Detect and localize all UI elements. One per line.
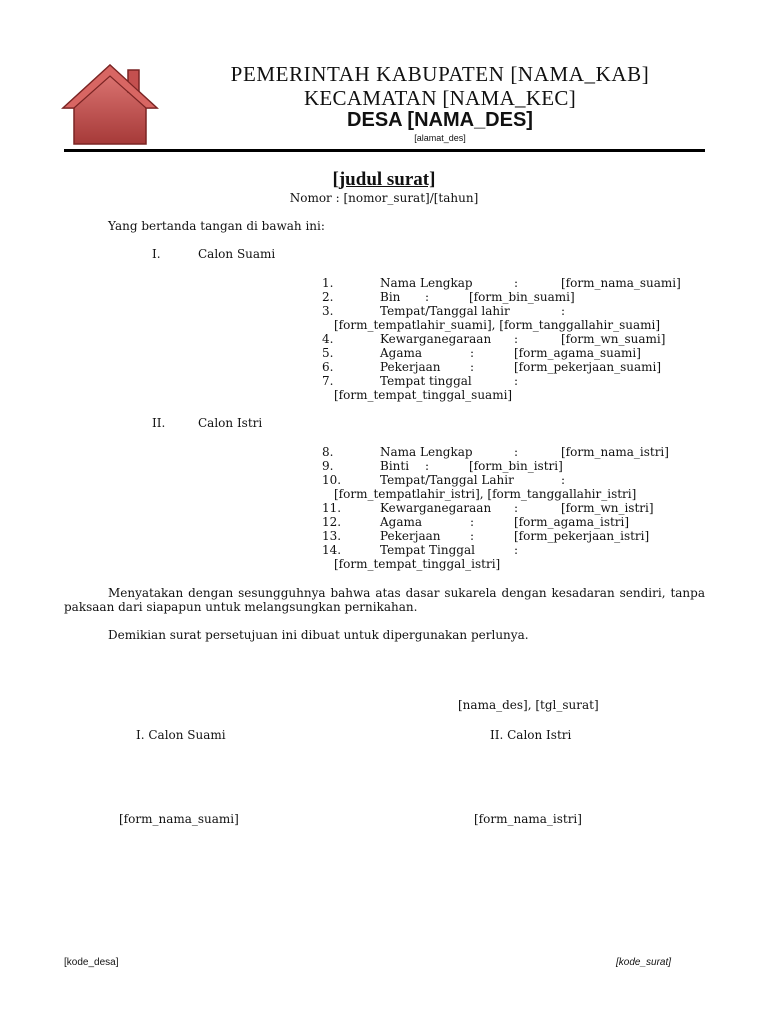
field-6-label: Pekerjaan <box>380 360 441 374</box>
field-3-label: Tempat/Tanggal lahir <box>380 304 510 318</box>
field-11-colon: : <box>514 501 519 515</box>
header-district: KECAMATAN [NAMA_KEC] <box>303 86 577 110</box>
footer-village-code: [kode_desa] <box>64 957 119 968</box>
field-2-number: 2. <box>322 290 334 304</box>
field-11-label: Kewarganegaraan <box>380 501 492 515</box>
field-11-value: [form_wn_istri] <box>561 501 654 515</box>
field-14-number: 14. <box>322 543 342 557</box>
field-11-number: 11. <box>322 501 342 515</box>
field-10-value: [form_tempatlahir_istri], [form_tanggallahir_istri] <box>334 487 637 501</box>
letter-number: Nomor : [nomor_surat]/[tahun] <box>289 191 479 205</box>
field-12-label: Agama <box>380 515 423 529</box>
field-4-label: Kewarganegaraan <box>380 332 492 346</box>
field-13-number: 13. <box>322 529 342 543</box>
field-14-colon: : <box>514 543 519 557</box>
header-village: DESA [NAMA_DES] <box>347 109 533 131</box>
field-6-number: 6. <box>322 360 334 374</box>
field-2-label: Bin <box>380 290 401 304</box>
field-8-label: Nama Lengkap <box>380 445 473 459</box>
field-4-value: [form_wn_suami] <box>561 332 666 346</box>
field-3-number: 3. <box>322 304 334 318</box>
field-7-number: 7. <box>322 374 334 388</box>
header-divider <box>64 149 705 152</box>
field-1-label: Nama Lengkap <box>380 276 473 290</box>
footer-letter-code: [kode_surat] <box>616 957 672 968</box>
field-10-label: Tempat/Tanggal Lahir <box>380 473 514 487</box>
field-1-value: [form_nama_suami] <box>561 276 681 290</box>
field-8-value: [form_nama_istri] <box>561 445 669 459</box>
header-address: [alamat_des] <box>414 133 466 143</box>
section-2-number: II. <box>152 416 166 430</box>
field-3-value: [form_tempatlahir_suami], [form_tanggallahir_suami] <box>334 318 661 332</box>
field-1-colon: : <box>514 276 519 290</box>
section-1-label: Calon Suami <box>198 247 276 261</box>
field-5-value: [form_agama_suami] <box>514 346 641 360</box>
section-2-label: Calon Istri <box>198 416 263 430</box>
field-7-label: Tempat tinggal <box>380 374 472 388</box>
field-9-value: [form_bin_istri] <box>469 459 563 473</box>
signature-right-title: II. Calon Istri <box>490 728 572 742</box>
field-2-colon: : <box>425 290 430 304</box>
field-5-number: 5. <box>322 346 334 360</box>
field-6-value: [form_pekerjaan_suami] <box>514 360 662 374</box>
field-7-colon: : <box>514 374 519 388</box>
field-10-number: 10. <box>322 473 342 487</box>
field-10-colon: : <box>561 473 566 487</box>
section-1-number: I. <box>152 247 161 261</box>
field-3-colon: : <box>561 304 566 318</box>
field-2-value: [form_bin_suami] <box>469 290 575 304</box>
field-12-value: [form_agama_istri] <box>514 515 630 529</box>
field-14-label: Tempat Tinggal <box>380 543 475 557</box>
field-14-value: [form_tempat_tinggal_istri] <box>334 557 501 571</box>
intro-text: Yang bertanda tangan di bawah ini: <box>108 219 325 233</box>
field-9-label: Binti <box>380 459 410 473</box>
closing-paragraph: Demikian surat persetujuan ini dibuat untuk dipergunakan perlunya. <box>108 628 529 642</box>
statement-paragraph: Menyatakan dengan sesungguhnya bahwa atas dasar sukarela dengan kesadaran sendiri, tanpa paksaan dari siapapun untuk melangsungkan pernikahan. <box>64 586 705 614</box>
field-8-colon: : <box>514 445 519 459</box>
field-5-label: Agama <box>380 346 423 360</box>
field-4-colon: : <box>514 332 519 346</box>
field-6-colon: : <box>470 360 475 374</box>
signature-left-title: I. Calon Suami <box>136 728 226 742</box>
signature-left-name: [form_nama_suami] <box>119 812 239 826</box>
field-9-colon: : <box>425 459 430 473</box>
letter-title: [judul surat] <box>332 169 436 190</box>
field-12-number: 12. <box>322 515 342 529</box>
field-8-number: 8. <box>322 445 334 459</box>
house-icon <box>60 62 160 148</box>
field-13-colon: : <box>470 529 475 543</box>
field-13-label: Pekerjaan <box>380 529 441 543</box>
header-government: PEMERINTAH KABUPATEN [NAMA_KAB] <box>230 62 650 86</box>
field-9-number: 9. <box>322 459 334 473</box>
place-date: [nama_des], [tgl_surat] <box>458 698 599 712</box>
field-4-number: 4. <box>322 332 334 346</box>
field-7-value: [form_tempat_tinggal_suami] <box>334 388 513 402</box>
signature-right-name: [form_nama_istri] <box>474 812 582 826</box>
field-1-number: 1. <box>322 276 334 290</box>
field-5-colon: : <box>470 346 475 360</box>
field-12-colon: : <box>470 515 475 529</box>
field-13-value: [form_pekerjaan_istri] <box>514 529 650 543</box>
